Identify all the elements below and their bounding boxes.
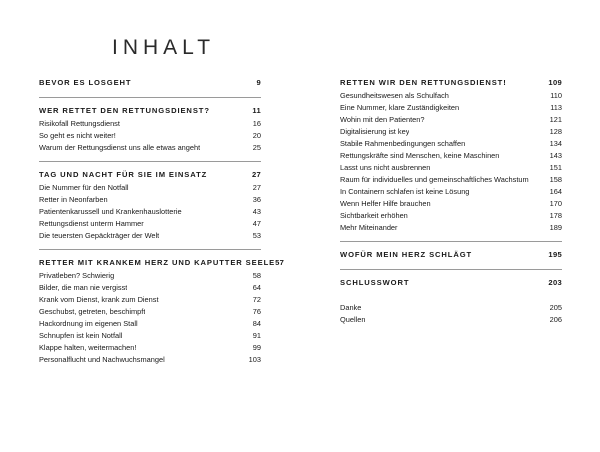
toc-entry-page: 27: [252, 183, 261, 192]
toc-heading-title: SCHLUSSWORT: [340, 278, 410, 287]
toc-heading-page: 203: [548, 278, 562, 287]
toc-heading-title: BEVOR ES LOSGEHT: [39, 78, 132, 87]
toc-entry-title: Warum der Rettungsdienst uns alle etwas angeht: [39, 143, 201, 152]
toc-entry-title: Eine Nummer, klare Zuständigkeiten: [340, 103, 460, 112]
toc-heading-page: 109: [548, 78, 562, 87]
toc-entry-page: 58: [252, 271, 261, 280]
toc-entry-page: 206: [549, 315, 562, 324]
toc-entry-page: 134: [549, 139, 562, 148]
section-divider: [340, 241, 562, 242]
toc-entry-title: Geschubst, getreten, beschimpft: [39, 307, 146, 316]
toc-entry-title: Rettungskräfte sind Menschen, keine Maschinen: [340, 151, 500, 160]
toc-entry-page: 205: [549, 303, 562, 312]
toc-entry-title: Risikofall Rettungsdienst: [39, 119, 120, 128]
toc-entry[interactable]: [39, 194, 261, 206]
toc-entry[interactable]: [39, 206, 261, 218]
toc-heading-page: 57: [275, 258, 285, 267]
toc-heading[interactable]: [39, 256, 285, 270]
toc-entry-title: Sichtbarkeit erhöhen: [340, 211, 408, 220]
toc-entry-title: So geht es nicht weiter!: [39, 131, 116, 140]
toc-entry[interactable]: [39, 282, 261, 294]
toc-entry-page: 16: [252, 119, 261, 128]
toc-entry-title: Klappe halten, weitermachen!: [39, 343, 137, 352]
page-title: INHALT: [112, 36, 216, 59]
toc-entry[interactable]: [39, 130, 261, 142]
toc-entry[interactable]: [39, 354, 261, 366]
toc-entry-page: 158: [549, 175, 562, 184]
toc-section: [39, 168, 261, 242]
toc-entry-page: 91: [252, 331, 261, 340]
toc-entry-title: Wenn Helfer Hilfe brauchen: [340, 199, 431, 208]
toc-entry-page: 170: [549, 199, 562, 208]
toc-heading-page: 27: [251, 170, 261, 179]
toc-left-column: [39, 76, 285, 366]
toc-entry-title: Hackordnung im eigenen Stall: [39, 319, 138, 328]
toc-entry-page: 151: [549, 163, 562, 172]
toc-entry[interactable]: [340, 150, 562, 162]
section-divider: [39, 249, 261, 250]
toc-entry-title: Mehr Miteinander: [340, 223, 398, 232]
toc-entry-page: 84: [252, 319, 261, 328]
toc-entry[interactable]: [340, 302, 562, 314]
toc-entry-title: In Containern schlafen ist keine Lösung: [340, 187, 470, 196]
toc-entry-page: 36: [252, 195, 261, 204]
toc-heading[interactable]: [39, 104, 261, 118]
toc-entry[interactable]: [340, 90, 562, 102]
toc-entry-page: 164: [549, 187, 562, 196]
toc-entry-page: 43: [252, 207, 261, 216]
toc-heading-title: RETTEN WIR DEN RETTUNGSDIENST!: [340, 78, 507, 87]
toc-heading-page: 9: [256, 78, 261, 87]
toc-entry[interactable]: [39, 306, 261, 318]
toc-entry-page: 53: [252, 231, 261, 240]
toc-entry-title: Rettungsdienst unterm Hammer: [39, 219, 144, 228]
toc-entry[interactable]: [340, 210, 562, 222]
toc-entry-title: Die teuersten Gepäckträger der Welt: [39, 231, 160, 240]
toc-entry-title: Privatleben? Schwierig: [39, 271, 115, 280]
toc-entry-title: Lasst uns nicht ausbrennen: [340, 163, 431, 172]
toc-entry[interactable]: [340, 114, 562, 126]
toc-entry-title: Die Nummer für den Notfall: [39, 183, 129, 192]
section-divider: [39, 97, 261, 98]
toc-heading-page: 195: [548, 250, 562, 259]
toc-entry-title: Digitalisierung ist key: [340, 127, 410, 136]
toc-section: [39, 256, 285, 366]
toc-entry-title: Danke: [340, 303, 362, 312]
toc-entry[interactable]: [39, 230, 261, 242]
toc-entry[interactable]: [39, 294, 261, 306]
toc-entry-title: Personalflucht und Nachwuchsmangel: [39, 355, 165, 364]
toc-entry-page: 128: [549, 127, 562, 136]
toc-heading-title: RETTER MIT KRANKEM HERZ UND KAPUTTER SEELE: [39, 258, 276, 267]
toc-entry-title: Schnupfen ist kein Notfall: [39, 331, 123, 340]
toc-right-column: [340, 76, 562, 326]
toc-heading-title: WER RETTET DEN RETTUNGSDIENST?: [39, 106, 210, 115]
toc-entry-title: Quellen: [340, 315, 366, 324]
toc-entry-page: 76: [252, 307, 261, 316]
toc-entry[interactable]: [39, 218, 261, 230]
toc-entry-page: 189: [549, 223, 562, 232]
toc-entry[interactable]: [39, 270, 261, 282]
toc-entry-page: 20: [252, 131, 261, 140]
toc-entry[interactable]: [340, 186, 562, 198]
toc-entry-title: Stabile Rahmenbedingungen schaffen: [340, 139, 466, 148]
toc-section: [340, 276, 562, 326]
toc-entry-title: Raum für individuelles und gemeinschaftliches Wachstum: [340, 175, 529, 184]
spacer: [340, 290, 562, 302]
toc-entry-title: Gesundheitswesen als Schulfach: [340, 91, 449, 100]
toc-entry[interactable]: [340, 102, 562, 114]
toc-heading[interactable]: [340, 248, 562, 262]
toc-section: [39, 104, 261, 154]
toc-entry-page: 121: [549, 115, 562, 124]
toc-entry-page: 72: [252, 295, 261, 304]
toc-entry-page: 64: [252, 283, 261, 292]
toc-entry-title: Bilder, die man nie vergisst: [39, 283, 128, 292]
toc-entry[interactable]: [39, 182, 261, 194]
toc-entry-title: Retter in Neonfarben: [39, 195, 108, 204]
toc-entry[interactable]: [39, 342, 261, 354]
toc-entry[interactable]: [39, 142, 261, 154]
toc-entry[interactable]: [39, 330, 261, 342]
toc-entry[interactable]: [340, 314, 562, 326]
toc-entry-page: 47: [252, 219, 261, 228]
toc-entry-page: 143: [549, 151, 562, 160]
toc-entry-page: 25: [252, 143, 261, 152]
toc-entry[interactable]: [340, 174, 562, 186]
toc-entry-page: 110: [550, 91, 562, 100]
section-divider: [39, 161, 261, 162]
toc-entry-title: Patientenkarussell und Krankenhauslotterie: [39, 207, 182, 216]
toc-heading-page: 11: [252, 106, 261, 115]
toc-heading-title: WOFÜR MEIN HERZ SCHLÄGT: [340, 250, 473, 259]
toc-entry-page: 99: [252, 343, 261, 352]
toc-heading-title: TAG UND NACHT FÜR SIE IM EINSATZ: [39, 170, 208, 179]
toc-entry[interactable]: [340, 138, 562, 150]
toc-entry-title: Krank vom Dienst, krank zum Dienst: [39, 295, 159, 304]
toc-entry-page: 103: [248, 355, 261, 364]
toc-heading[interactable]: [340, 76, 562, 90]
toc-entry[interactable]: [340, 162, 562, 174]
toc-heading-intro[interactable]: [39, 76, 261, 90]
toc-entry-title: Wohin mit den Patienten?: [340, 115, 425, 124]
section-divider: [340, 269, 562, 270]
toc-entry[interactable]: [340, 126, 562, 138]
toc-heading[interactable]: [340, 276, 562, 290]
toc-heading[interactable]: [39, 168, 261, 182]
toc-entry-page: 178: [549, 211, 562, 220]
toc-entry[interactable]: [340, 222, 562, 234]
toc-entry[interactable]: [39, 118, 261, 130]
toc-entry-page: 113: [550, 103, 562, 112]
toc-section: [340, 76, 562, 234]
toc-entry[interactable]: [340, 198, 562, 210]
toc-entry[interactable]: [39, 318, 261, 330]
